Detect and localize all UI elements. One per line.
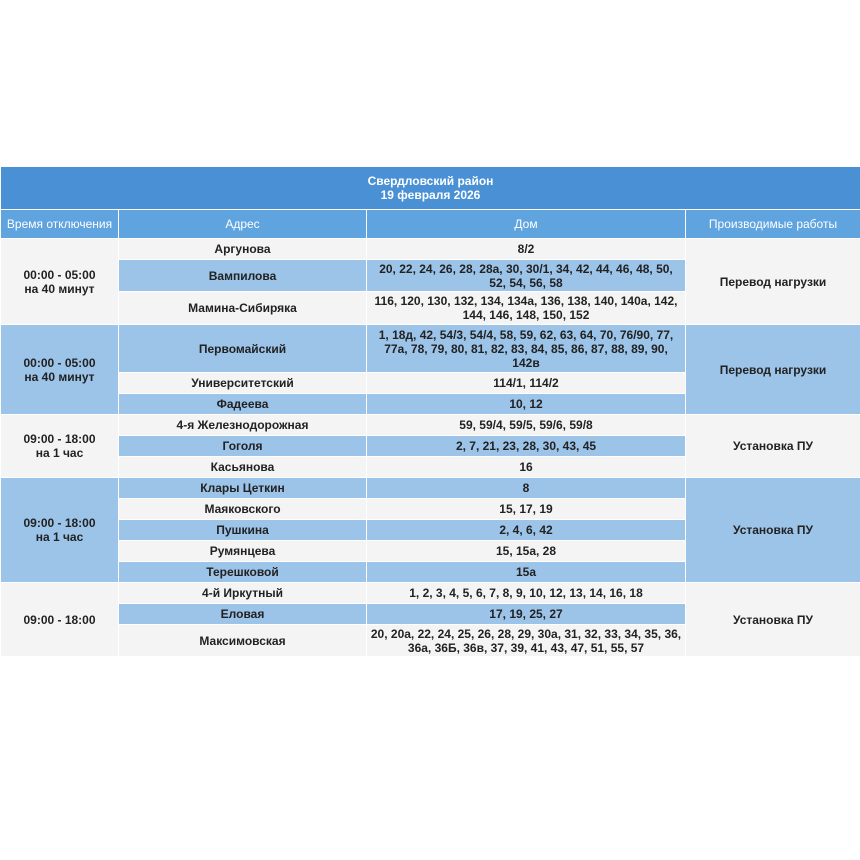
time-cell [1, 325, 119, 415]
header-address: Адрес [119, 210, 367, 239]
houses-cell: 15а [367, 562, 686, 583]
houses-cell: 2, 7, 21, 23, 28, 30, 43, 45 [367, 436, 686, 457]
street-cell: Румянцева [119, 541, 367, 562]
work-cell: Установка ПУ [686, 583, 860, 657]
houses-cell: 2, 4, 6, 42 [367, 520, 686, 541]
outage-group [1, 583, 860, 657]
district-name: Свердловский район [367, 174, 494, 188]
street-cell: Максимовская [119, 625, 367, 657]
table-row [1, 325, 860, 373]
header-time: Время отключения [1, 210, 119, 239]
schedule-date: 19 февраля 2026 [380, 188, 481, 202]
street-cell: Касьянова [119, 457, 367, 478]
houses-cell: 20, 22, 24, 26, 28, 28а, 30, 30/1, 34, 42, 44, 46, 48, 50, 52, 54, 56, 58 [367, 260, 686, 292]
houses-cell: 16 [367, 457, 686, 478]
schedule-table [0, 166, 860, 657]
houses-cell: 116, 120, 130, 132, 134, 134а, 136, 138, 140, 140а, 142, 144, 146, 148, 150, 152 [367, 292, 686, 325]
street-cell: Клары Цеткин [119, 478, 367, 499]
street-cell: Университетский [119, 373, 367, 394]
header-house: Дом [367, 210, 686, 239]
houses-cell: 10, 12 [367, 394, 686, 415]
time-range: 00:00 - 05:00 [23, 267, 96, 282]
street-cell: Мамина-Сибиряка [119, 292, 367, 325]
work-cell: Установка ПУ [686, 415, 860, 478]
time-duration: на 1 час [35, 446, 84, 460]
street-cell: Маяковского [119, 499, 367, 520]
houses-cell: 59, 59/4, 59/5, 59/6, 59/8 [367, 415, 686, 436]
street-cell: Вампилова [119, 260, 367, 292]
time-range: 00:00 - 05:00 [23, 355, 96, 370]
street-cell: Пушкина [119, 520, 367, 541]
houses-cell: 17, 19, 25, 27 [367, 604, 686, 625]
header-work: Производимые работы [686, 210, 860, 239]
houses-cell: 1, 2, 3, 4, 5, 6, 7, 8, 9, 10, 12, 13, 14, 16, 18 [367, 583, 686, 604]
houses-cell: 20, 20а, 22, 24, 25, 26, 28, 29, 30а, 31, 32, 33, 34, 35, 36, 36а, 36Б, 36в, 37, 39, 41, 43, 47, 51, 55, 57 [367, 625, 686, 657]
houses-cell: 15, 17, 19 [367, 499, 686, 520]
table-row [1, 478, 860, 499]
time-cell [1, 415, 119, 478]
time-cell [1, 583, 119, 657]
outage-group [1, 415, 860, 478]
street-cell: 4-я Железнодорожная [119, 415, 367, 436]
street-cell: Гоголя [119, 436, 367, 457]
outage-group [1, 325, 860, 415]
houses-cell: 1, 18д, 42, 54/3, 54/4, 58, 59, 62, 63, 64, 70, 76/90, 77, 77а, 78, 79, 80, 81, 82, 83, 84, 85, 86, 87, 88, 89, 90, 142в [367, 325, 686, 373]
houses-cell: 15, 15а, 28 [367, 541, 686, 562]
houses-cell: 8/2 [367, 239, 686, 260]
time-duration: на 40 минут [24, 281, 95, 296]
street-cell: Терешковой [119, 562, 367, 583]
time-range: 09:00 - 18:00 [23, 612, 96, 627]
outage-group [1, 239, 860, 325]
houses-cell: 114/1, 114/2 [367, 373, 686, 394]
table-row [1, 415, 860, 436]
street-cell: Фадеева [119, 394, 367, 415]
time-range: 09:00 - 18:00 [23, 516, 96, 530]
table-row [1, 583, 860, 604]
time-cell [1, 478, 119, 583]
table-row [1, 239, 860, 260]
street-cell: Еловая [119, 604, 367, 625]
table-title [1, 167, 860, 210]
houses-cell: 8 [367, 478, 686, 499]
outage-group [1, 478, 860, 583]
street-cell: Аргунова [119, 239, 367, 260]
work-cell: Перевод нагрузки [686, 239, 860, 325]
street-cell: 4-й Иркутный [119, 583, 367, 604]
time-duration: на 1 час [35, 530, 84, 544]
work-cell: Перевод нагрузки [686, 325, 860, 415]
street-cell: Первомайский [119, 325, 367, 373]
time-range: 09:00 - 18:00 [23, 432, 96, 446]
work-cell: Установка ПУ [686, 478, 860, 583]
time-duration: на 40 минут [24, 369, 95, 384]
time-cell [1, 239, 119, 325]
